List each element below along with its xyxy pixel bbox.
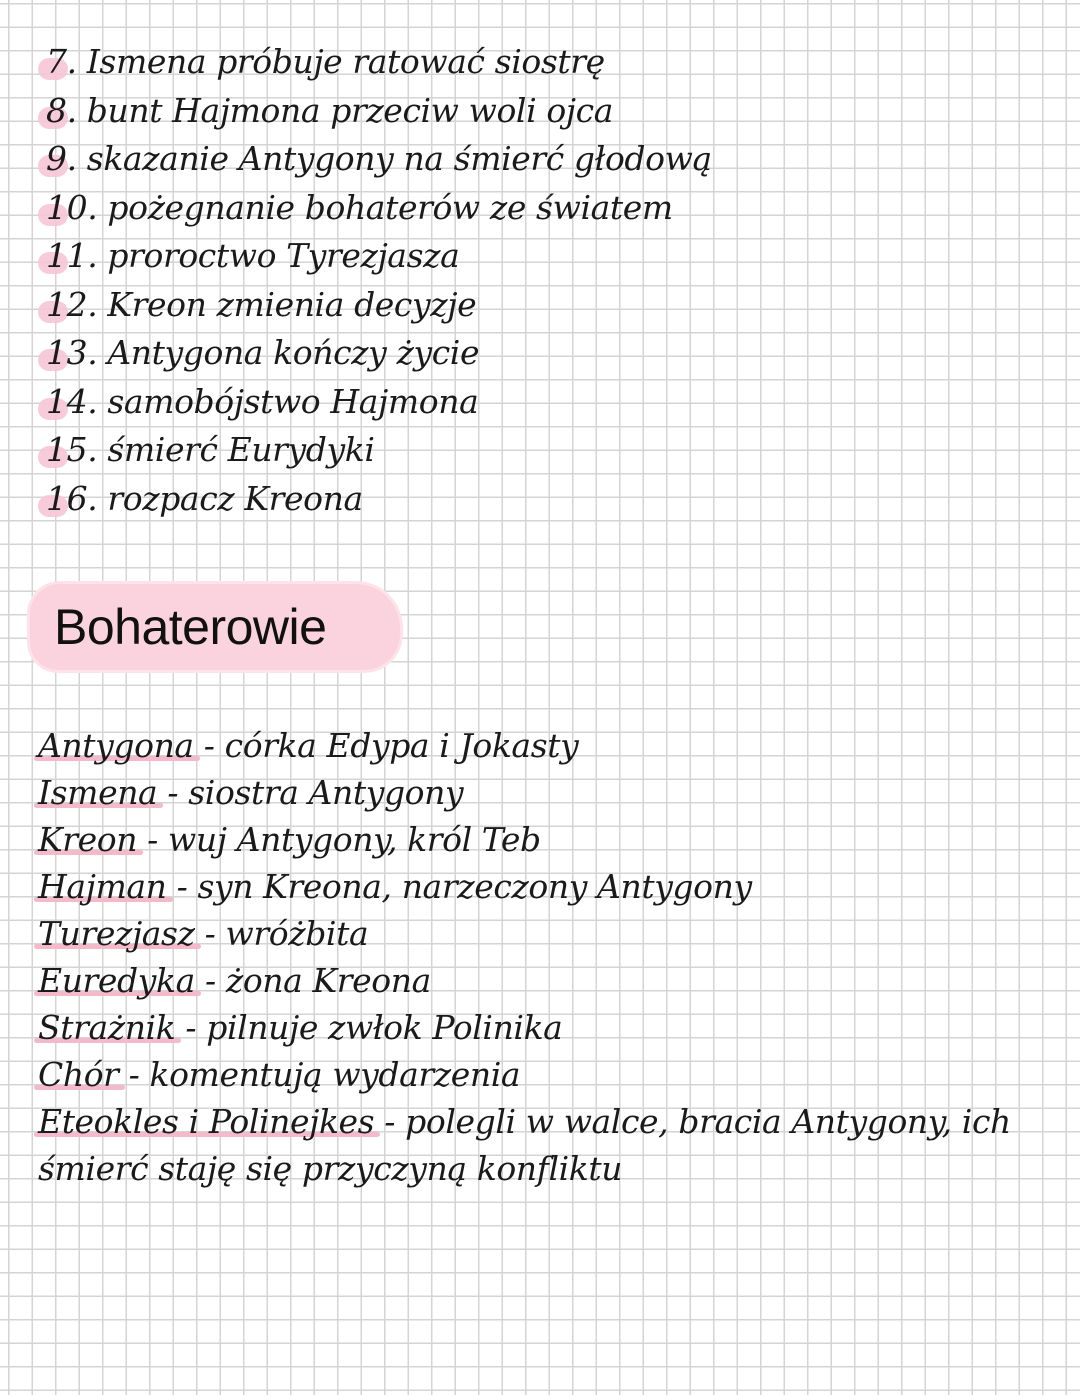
character-name: Turezjasz	[38, 914, 195, 953]
character-entry	[38, 1098, 1048, 1192]
character-description: żona Kreona	[225, 961, 431, 1000]
plot-event-text: samobójstwo Hajmona	[107, 381, 479, 421]
plot-event-number: 10.	[46, 187, 98, 227]
plot-event	[46, 38, 712, 87]
plot-event	[46, 475, 712, 524]
character-entry	[38, 910, 1048, 957]
separator: -	[166, 867, 198, 906]
separator: -	[374, 1102, 406, 1141]
separator: -	[118, 1055, 150, 1094]
plot-event	[46, 281, 712, 330]
section-heading: Bohaterowie	[54, 599, 327, 655]
character-description: wuj Antygony, król Teb	[168, 820, 541, 859]
separator: -	[194, 914, 226, 953]
separator: -	[194, 961, 226, 1000]
plot-event-text: proroctwo Tyrezjasza	[107, 236, 460, 275]
separator: -	[137, 820, 169, 859]
plot-event	[46, 184, 712, 233]
plot-event-text: Antygona kończy życie	[107, 333, 480, 372]
plot-event-text: pożegnanie bohaterów ze światem	[107, 187, 673, 227]
character-name: Eteokles i Polinejkes	[38, 1102, 375, 1141]
plot-event-number: 12.	[46, 284, 98, 324]
plot-event-text: Ismena próbuje ratować siostrę	[86, 42, 605, 81]
plot-event	[46, 232, 712, 281]
plot-event	[46, 378, 712, 427]
plot-event-number: 8.	[46, 90, 77, 130]
plot-event-number: 13.	[46, 333, 98, 372]
plot-event	[46, 426, 712, 475]
character-name: Kreon	[38, 820, 138, 859]
plot-event-number: 9.	[46, 139, 77, 178]
character-name: Strażnik	[38, 1008, 176, 1047]
character-description: polegli w walce, bracia Antygony, ich śmierć staję się przyczyną konfliktu	[38, 1102, 1011, 1188]
plot-event-number: 16.	[46, 478, 98, 518]
character-description: syn Kreona, narzeczony Antygony	[197, 867, 752, 906]
plot-event-number: 7.	[46, 42, 77, 81]
character-entry	[38, 769, 1048, 816]
character-name: Euredyka	[38, 961, 195, 1000]
character-description: pilnuje zwłok Polinika	[206, 1008, 563, 1047]
section-heading-highlight	[30, 584, 400, 670]
characters-list	[38, 722, 1048, 1192]
plot-event-text: Kreon zmienia decyzje	[107, 284, 477, 324]
separator: -	[175, 1008, 207, 1047]
character-entry	[38, 863, 1048, 910]
plot-events-list	[46, 38, 712, 523]
character-description: siostra Antygony	[188, 773, 464, 812]
plot-event-text: rozpacz Kreona	[107, 478, 363, 518]
character-description: wróżbita	[225, 914, 369, 953]
character-name: Hajman	[38, 867, 167, 906]
plot-event	[46, 87, 712, 136]
plot-event-number: 11.	[46, 236, 98, 275]
character-name: Ismena	[38, 773, 158, 812]
character-entry	[38, 816, 1048, 863]
character-name: Chór	[38, 1055, 119, 1094]
character-description: córka Edypa i Jokasty	[224, 726, 579, 765]
character-description: komentują wydarzenia	[149, 1055, 521, 1094]
plot-event	[46, 135, 712, 184]
separator: -	[193, 726, 225, 765]
plot-event-number: 14.	[46, 381, 98, 421]
character-name: Antygona	[38, 726, 194, 765]
plot-event-text: bunt Hajmona przeciw woli ojca	[86, 90, 613, 130]
plot-event	[46, 329, 712, 378]
separator: -	[157, 773, 189, 812]
plot-event-text: śmierć Eurydyki	[107, 430, 375, 469]
character-entry	[38, 722, 1048, 769]
character-entry	[38, 1004, 1048, 1051]
plot-event-number: 15.	[46, 430, 98, 469]
character-entry	[38, 957, 1048, 1004]
plot-event-text: skazanie Antygony na śmierć głodową	[86, 139, 712, 178]
character-entry	[38, 1051, 1048, 1098]
